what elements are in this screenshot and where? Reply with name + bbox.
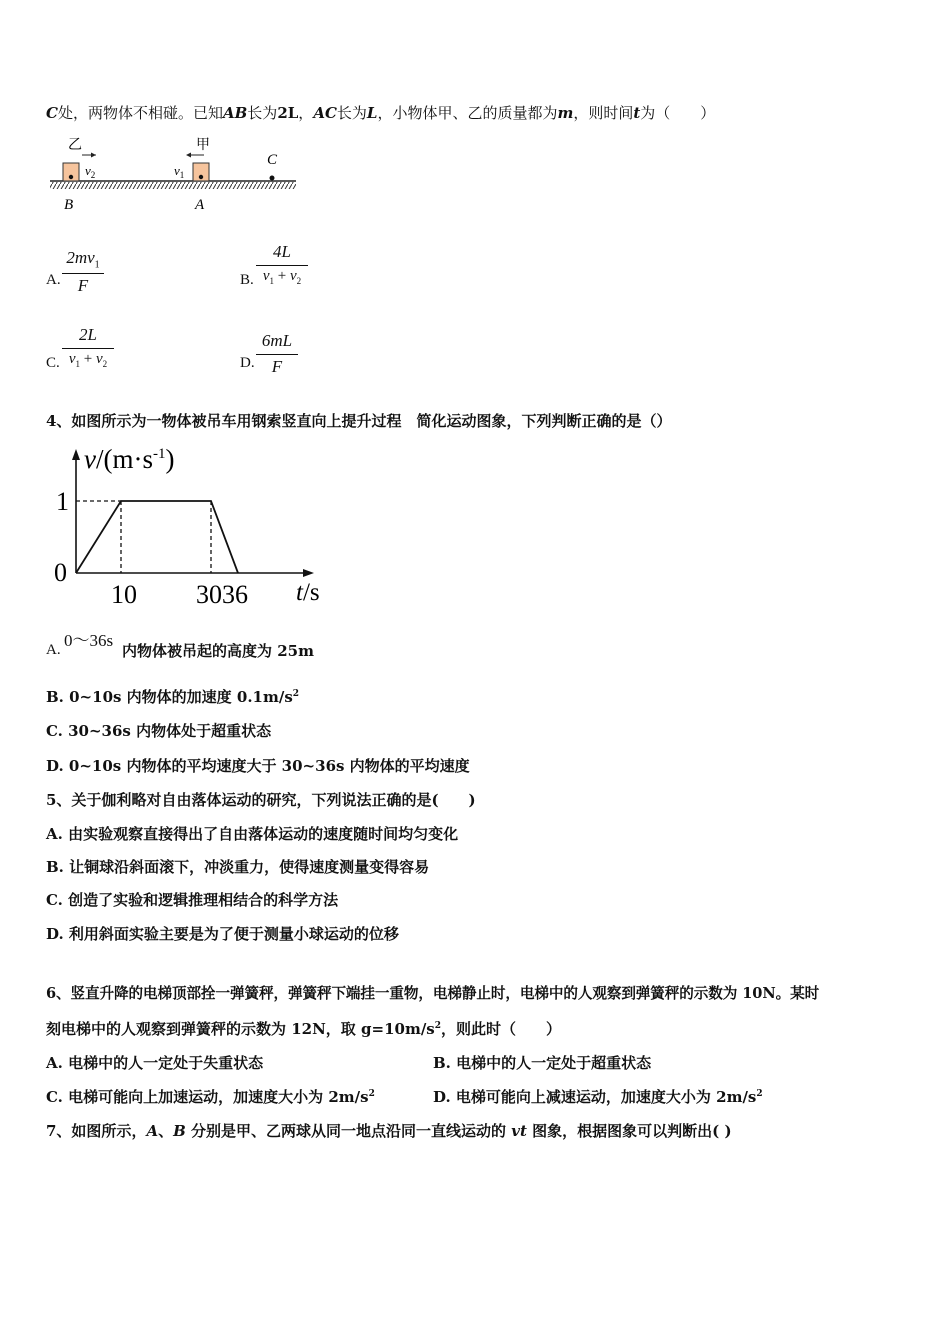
tick-label-0: 0 bbox=[54, 558, 67, 587]
text-c: C bbox=[46, 104, 58, 122]
fraction-bar bbox=[256, 265, 308, 266]
blocks-diagram bbox=[44, 135, 304, 217]
label-b: B bbox=[64, 197, 74, 213]
label-v2: $v_2$ bbox=[85, 163, 96, 180]
fraction-denominator: $v_1 + v_2$ bbox=[68, 351, 108, 369]
q4-option-a-text: 内物体被吊起的高度为 25m bbox=[122, 642, 314, 660]
tick-label-30-36: 3036 bbox=[196, 580, 248, 609]
block-jia-dot bbox=[199, 175, 203, 179]
q6-option-d[interactable]: D. 电梯可能向上减速运动，加速度大小为 $2m/s^2$ bbox=[433, 1088, 763, 1106]
vt-series-line bbox=[76, 501, 238, 573]
q6-option-b[interactable]: B. 电梯中的人一定处于超重状态 bbox=[433, 1054, 652, 1072]
option-d-label[interactable]: D. bbox=[240, 355, 255, 371]
text: 长为 bbox=[247, 104, 278, 122]
text-t: t bbox=[633, 104, 641, 122]
label-v1: $v_1$ bbox=[174, 163, 185, 180]
text: 长为 bbox=[336, 104, 367, 122]
q4-option-d[interactable]: D. 0~10s 内物体的平均速度大于 30~36s 内物体的平均速度 bbox=[46, 757, 470, 775]
q6-stem-line1: 6、竖直升降的电梯顶部拴一弹簧秤，弹簧秤下端挂一重物，电梯静止时，电梯中的人观察到弹簧秤的示数为 10N。某时 bbox=[46, 985, 820, 1002]
arrow-yi-head bbox=[91, 153, 96, 158]
q6-option-a[interactable]: A. 电梯中的人一定处于失重状态 bbox=[46, 1054, 264, 1072]
label-yi: 乙 bbox=[68, 138, 82, 153]
option-d-fraction bbox=[256, 331, 298, 377]
option-a-label[interactable]: A. bbox=[46, 272, 61, 288]
option-b-fraction bbox=[256, 242, 308, 286]
point-c bbox=[270, 176, 275, 181]
tick-label-10: 10 bbox=[111, 580, 137, 609]
option-a-fraction bbox=[62, 248, 104, 296]
fraction-denominator: F bbox=[77, 276, 89, 296]
y-axis-arrow bbox=[72, 449, 80, 460]
q4-option-b[interactable]: B. 0~10s 内物体的加速度 $0.1m/s^2$ bbox=[46, 688, 300, 706]
label-c: C bbox=[267, 152, 278, 168]
x-axis-label: t/s bbox=[296, 579, 320, 606]
text-ac: AC bbox=[313, 104, 337, 122]
q4-stem: 4、如图所示为一物体被吊车用钢索竖直向上提升过程 简化运动图象，下列判断正确的是（） bbox=[46, 412, 672, 430]
q4-option-c[interactable]: C. 30~36s 内物体处于超重状态 bbox=[46, 722, 272, 740]
text-m: m bbox=[557, 104, 574, 122]
q7-stem: 7、如图所示，A、B 分别是甲、乙两球从同一地点沿同一直线运动的 vt 图象，根据图象可以判断出( ) bbox=[46, 1122, 732, 1140]
q4-option-a-range: 0～36s bbox=[64, 631, 114, 650]
vt-chart bbox=[44, 440, 344, 615]
q6-option-c[interactable]: C. 电梯可能向上加速运动，加速度大小为 $2m/s^2$ bbox=[46, 1088, 375, 1106]
arrow-jia-head bbox=[186, 153, 191, 158]
text: 为（ ） bbox=[640, 104, 716, 122]
fraction-denominator: F bbox=[271, 357, 283, 376]
text: ， bbox=[298, 104, 314, 122]
y-axis-label: $v/(m\cdot s^{-1})$ bbox=[84, 444, 175, 474]
fraction-bar bbox=[256, 354, 298, 355]
label-a: A bbox=[195, 197, 205, 213]
option-b-label[interactable]: B. bbox=[240, 272, 254, 288]
label-jia: 甲 bbox=[196, 138, 210, 153]
text: 处，两物体不相碰。已知 bbox=[57, 104, 223, 122]
text: ，则时间 bbox=[573, 104, 634, 122]
q5-option-c[interactable]: C. 创造了实验和逻辑推理相结合的科学方法 bbox=[46, 891, 339, 909]
option-c-fraction bbox=[62, 325, 114, 369]
q6-stem-line2: 刻电梯中的人观察到弹簧秤的示数为 12N，取 $g=10m/s^2$，则此时（ ） bbox=[46, 1020, 562, 1038]
fraction-bar bbox=[62, 348, 114, 349]
text: ，小物体甲、乙的质量都为 bbox=[377, 104, 558, 122]
option-c-label[interactable]: C. bbox=[46, 355, 60, 371]
fraction-numerator: $2mv_1$ bbox=[66, 248, 100, 271]
fraction-numerator: 4L bbox=[273, 242, 291, 261]
option-label: A. bbox=[46, 642, 61, 658]
ground-hatch bbox=[50, 182, 296, 189]
text-l: L bbox=[366, 104, 378, 122]
tick-label-1: 1 bbox=[56, 487, 69, 516]
q5-option-d[interactable]: D. 利用斜面实验主要是为了便于测量小球运动的位移 bbox=[46, 925, 399, 943]
block-yi-dot bbox=[69, 175, 73, 179]
fraction-numerator: 6mL bbox=[261, 331, 293, 350]
q3-tail-line bbox=[46, 102, 715, 123]
text-2l: 2L bbox=[277, 104, 299, 122]
q4-option-a[interactable] bbox=[46, 640, 61, 659]
fraction-denominator: $v_1 + v_2$ bbox=[262, 268, 302, 286]
x-axis-arrow bbox=[303, 569, 314, 577]
q5-stem: 5、关于伽利略对自由落体运动的研究，下列说法正确的是( ) bbox=[46, 791, 476, 809]
text-ab: AB bbox=[222, 104, 248, 122]
fraction-numerator: 2L bbox=[79, 325, 97, 344]
q5-option-b[interactable]: B. 让铜球沿斜面滚下，冲淡重力，使得速度测量变得容易 bbox=[46, 858, 430, 876]
q5-option-a[interactable]: A. 由实验观察直接得出了自由落体运动的速度随时间均匀变化 bbox=[46, 825, 459, 843]
fraction-bar bbox=[62, 273, 104, 274]
